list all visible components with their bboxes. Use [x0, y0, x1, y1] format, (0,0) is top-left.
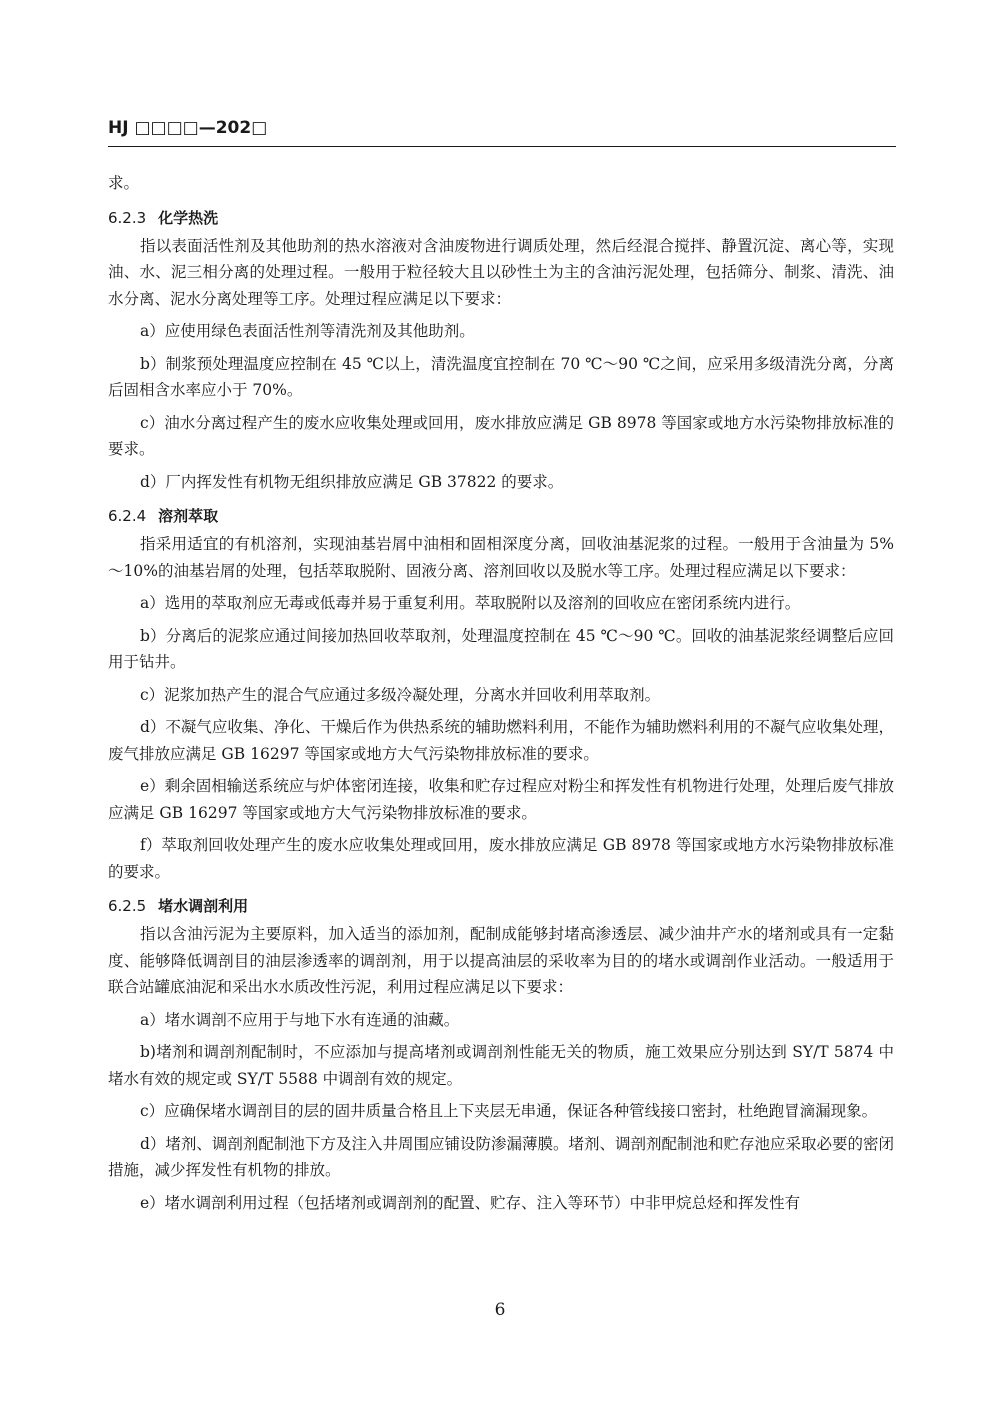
list-item: c）油水分离过程产生的废水应收集处理或回用，废水排放应满足 GB 8978 等国家或地方水污染物排放标准的要求。 [108, 413, 894, 458]
list-item: d）不凝气应收集、净化、干燥后作为供热系统的辅助燃料利用，不能作为辅助燃料利用的不凝气应收集处理，废气排放应满足 GB 16297 等国家或地方大气污染物排放标准的要求。 [108, 718, 894, 763]
list-item: b）制浆预处理温度应控制在 45 ℃以上，清洗温度宜控制在 70 ℃～90 ℃之间，应采用多级清洗分离，分离后固相含水率应小于 70%。 [108, 354, 894, 399]
section-intro: 指以表面活性剂及其他助剂的热水溶液对含油废物进行调质处理，然后经混合搅拌、静置沉淀、离心等，实现油、水、泥三相分离的处理过程。一般用于粒径较大且以砂性土为主的含油污泥处理，包括筛分、制浆、清洗、油水分离、泥水分离处理等工序。处理过程应满足以下要求： [108, 236, 894, 308]
section-title: 堵水调剖利用 [158, 897, 249, 915]
list-item: d）厂内挥发性有机物无组织排放应满足 GB 37822 的要求。 [140, 472, 564, 491]
list-item: c）泥浆加热产生的混合气应通过多级冷凝处理，分离水并回收利用萃取剂。 [140, 685, 661, 704]
list-item: a）应使用绿色表面活性剂等清洗剂及其他助剂。 [140, 322, 475, 340]
page-number: 6 [494, 1300, 506, 1320]
list-item: a）选用的萃取剂应无毒或低毒并易于重复利用。萃取脱附以及溶剂的回收应在密闭系统内进行。 [140, 594, 801, 612]
section-number: 6.2.4 [108, 507, 147, 525]
section-heading-6-2-4 [108, 501, 894, 531]
section-intro: 指以含油污泥为主要原料，加入适当的添加剂，配制成能够封堵高渗透层、减少油井产水的堵剂或具有一定黏度、能够降低调剖目的油层渗透率的调剖剂，用于以提高油层的采收率为目的的堵水或调剖作业活动。一般适用于联合站罐底油泥和采出水水质改性污泥，利用过程应满足以下要求： [108, 925, 894, 996]
section-intro: 指采用适宜的有机溶剂，实现油基岩屑中油相和固相深度分离，回收油基泥浆的过程。一般用于含油量为 5%～10%的油基岩屑的处理，包括萃取脱附、固液分离、溶剂回收以及脱水等工序。处理过程应满足以下要求： [108, 535, 894, 580]
document-code: HJ □□□□—202□ [108, 118, 268, 138]
section-number: 6.2.3 [108, 208, 147, 227]
list-item: e）剩余固相输送系统应与炉体密闭连接，收集和贮存过程应对粉尘和挥发性有机物进行处理，处理后废气排放应满足 GB 16297 等国家或地方大气污染物排放标准的要求。 [108, 777, 894, 822]
page-body [108, 170, 894, 1216]
list-item: c）应确保堵水调剖目的层的固井质量合格且上下夹层无串通，保证各种管线接口密封，杜绝跑冒滴漏现象。 [140, 1102, 878, 1120]
list-item: d）堵剂、调剖剂配制池下方及注入井周围应铺设防渗漏薄膜。堵剂、调剖剂配制池和贮存池应采取必要的密闭措施，减少挥发性有机物的排放。 [108, 1134, 894, 1179]
list-item: f）萃取剂回收处理产生的废水应收集处理或回用，废水排放应满足 GB 8978 等国家或地方水污染物排放标准的要求。 [108, 836, 894, 881]
section-title: 溶剂萃取 [158, 507, 219, 525]
list-item: b)堵剂和调剖剂配制时，不应添加与提高堵剂或调剖剂性能无关的物质，施工效果应分别达到 SY/T 5874 中堵水有效的规定或 SY/T 5588 中调剖有效的规定。 [108, 1043, 894, 1088]
header-rule [108, 146, 896, 147]
section-number: 6.2.5 [108, 897, 147, 915]
section-heading-6-2-3 [108, 203, 894, 233]
section-title: 化学热洗 [158, 208, 219, 227]
section-heading-6-2-5 [108, 891, 894, 921]
list-item: e）堵水调剖利用过程（包括堵剂或调剖剂的配置、贮存、注入等环节）中非甲烷总烃和挥发性有 [140, 1193, 801, 1212]
list-item: b）分离后的泥浆应通过间接加热回收萃取剂，处理温度控制在 45 ℃～90 ℃。回收的油基泥浆经调整后应回用于钻井。 [108, 626, 894, 671]
continued-text: 求。 [108, 174, 140, 192]
list-item: a）堵水调剖不应用于与地下水有连通的油藏。 [140, 1010, 460, 1029]
